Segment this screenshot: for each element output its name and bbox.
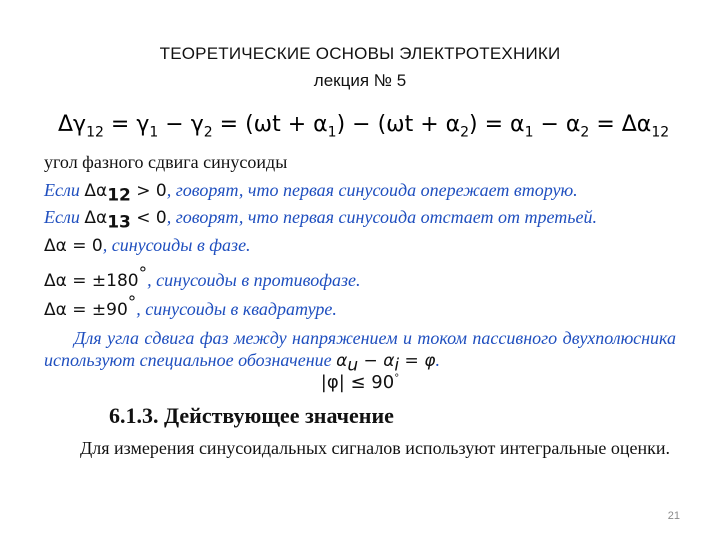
lead-statement: Если $\Delta\alpha_{12} > 0$, говорят, что первая синусоида опережает вторую. [44,180,578,206]
phase-angle-paragraph: Для угла сдвига фаз между напряжением и током пассивного двухполюсника используют специальное обозначение $\alpha_u - \alpha_i = \varphi$. [44,328,676,376]
page-number: 21 [667,510,680,522]
lag-statement: Если $\Delta\alpha_{13} < 0$, говорят, что первая синусоида отстает от третьей. [44,207,597,233]
antiphase-statement: Δα = ±180°, синусоиды в противофазе. [44,264,361,291]
body-paragraph: Для измерения синусоидальных сигналов используют интегральные оценки. [80,438,671,458]
phase-shift-label: угол фазного сдвига синусоиды [44,152,288,172]
slide-title: ТЕОРЕТИЧЕСКИЕ ОСНОВЫ ЭЛЕКТРОТЕХНИКИ [159,44,561,63]
phase-difference-formula: $\Delta\gamma_{12} = \gamma_1 - \gamma_2 = (\omega t + \alpha_1) - (\omega t + \alpha_2) = \alpha_1 - \alpha_2 = \Delta\alpha_{12}$ [58,112,670,141]
lecture-subtitle: лекция № 5 [313,71,407,90]
quadrature-statement: Δα = ±90°, синусоиды в квадратуре. [44,293,337,320]
section-heading: 6.1.3. Действующее значение [109,403,394,428]
phase-angle-constraint: |φ| ≤ 90° [320,372,400,393]
in-phase-statement: Δα = 0, синусоиды в фазе. [44,235,251,256]
